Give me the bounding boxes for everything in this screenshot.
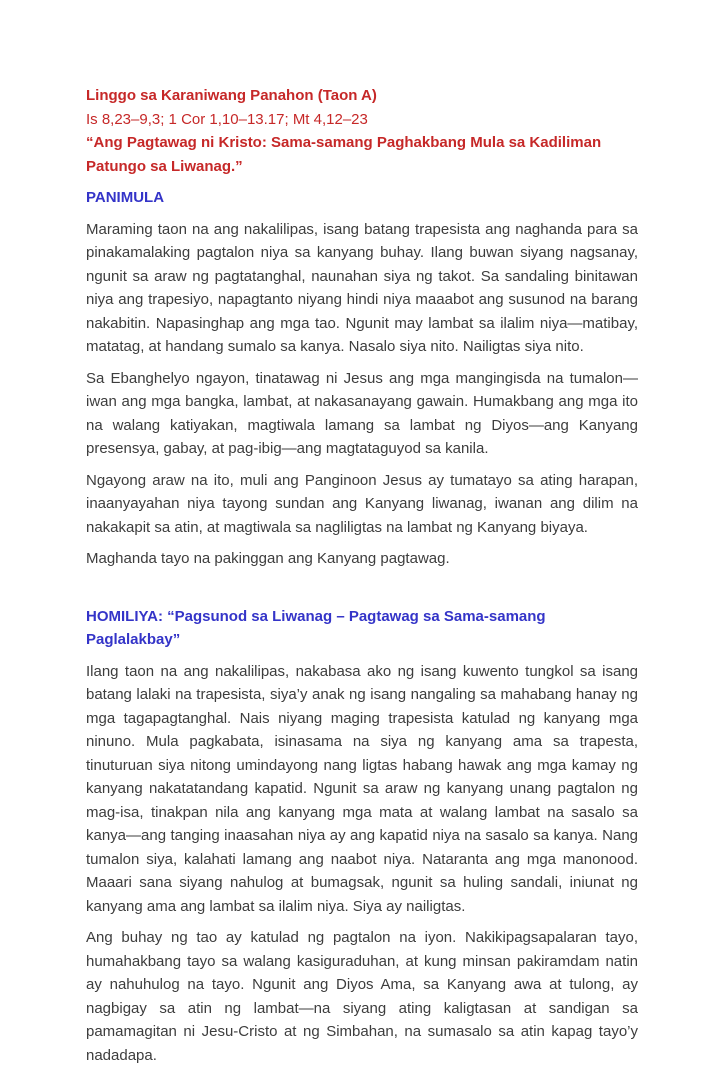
section-heading-panimula: PANIMULA	[86, 189, 165, 206]
homiliya-paragraph-2: Ang buhay ng tao ay katulad ng pagtalon na iyon. Nakikipagsapalaran tayo, humahakbang tayo sa walang kasiguraduhan, at kung minsan pakiramdam natin ay nahuhulog na tayo. Ngunit ang Diyos Ama, sa Kanyang awa at tulong, ay nagbigay sa atin ng lambat—na siyang ating kaligtasan at sandigan sa pamamagitan ni Jesu-Cristo at ng Simbahan, na sumasalo sa atin kapag tayo’y nadadapa.	[86, 929, 638, 1064]
homily-theme: “Ang Pagtawag ni Kristo: Sama-samang Paghakbang Mula sa Kadiliman Patungo sa Liwanag.”	[86, 134, 602, 175]
panimula-paragraph-3: Ngayong araw na ito, muli ang Panginoon Jesus ay tumatayo sa ating harapan, inaanyayahan niya tayong sundan ang Kanyang liwanag, iwanan ang dilim na nakakapit sa atin, at magtiwala sa nagliligtas na lambat ng Kanyang biyaya.	[86, 471, 638, 536]
panimula-paragraph-2: Sa Ebanghelyo ngayon, tinatawag ni Jesus ang mga mangingisda na tumalon—iwan ang mga bangka, lambat, at nakasanayang gawain. Humakbang ang mga ito na walang katiyakan, magtiwala lamang sa lambat ng Diyos—ang Kanyang presensya, gabay, at pag-ibig—ang magtataguyod sa kanila.	[86, 369, 638, 457]
panimula-paragraph-1: Maraming taon na ang nakalilipas, isang batang trapesista ang naghanda para sa pinakamalaking pagtalon niya sa kanyang buhay. Ilang buwan siyang nagsanay, ngunit sa araw ng pagtatanghal, naunahan siya ng takot. Sa sandaling binitawan niya ang trapesiyo, napagtanto niyang hindi niya maaabot ang susunod na barang nakabitin. Napasinghap ang mga tao. Ngunit may lambat sa ilalim niya—matibay, matatag, at handang sumalo sa kanya. Nasalo siya nito. Nailigtas siya nito.	[86, 220, 638, 355]
panimula-paragraph-4: Maghanda tayo na pakinggan ang Kanyang pagtawag.	[86, 550, 450, 567]
scripture-readings: Is 8,23–9,3; 1 Cor 1,10–13.17; Mt 4,12–23	[86, 110, 368, 128]
homiliya-paragraph-1: Ilang taon na ang nakalilipas, nakabasa ako ng isang kuwento tungkol sa isang batang lalaki na trapesista, siya’y anak ng isang nangaling sa mahabang hanay ng mga tagapagtanghal. Nais niyang maging trapesista katulad ng kanyang mga ninuno. Mula pagkabata, isinasama na siya ng kanyang ama sa trapesta, tinuturuan siya nitong umindayong nang ligtas habang hawak ang mga kamay ng kanyang nakatatandang kapatid. Ngunit sa araw ng kanyang unang pagtalon ng mag-isa, tinakpan nila ang kanyang mga mata at walang lambat na sasalo sa kanya—ang tanging inaasahan niya ay ang kapatid niya na sasalo sa kanya. Nang tumalon siya, kalahati lamang ang naabot niya. Nataranta ang mga manonood. Maaari sana siyang nahulog at bumagsak, ngunit sa huling sandali, iniunat ng kanyang ama ang lambat sa ilalim niya. Siya ay nailigtas.	[86, 662, 638, 915]
document-title: Linggo sa Karaniwang Panahon (Taon A)	[86, 87, 377, 104]
section-heading-homiliya: HOMILIYA: “Pagsunod sa Liwanag – Pagtawag sa Sama-samang Paglalakbay”	[86, 607, 546, 648]
